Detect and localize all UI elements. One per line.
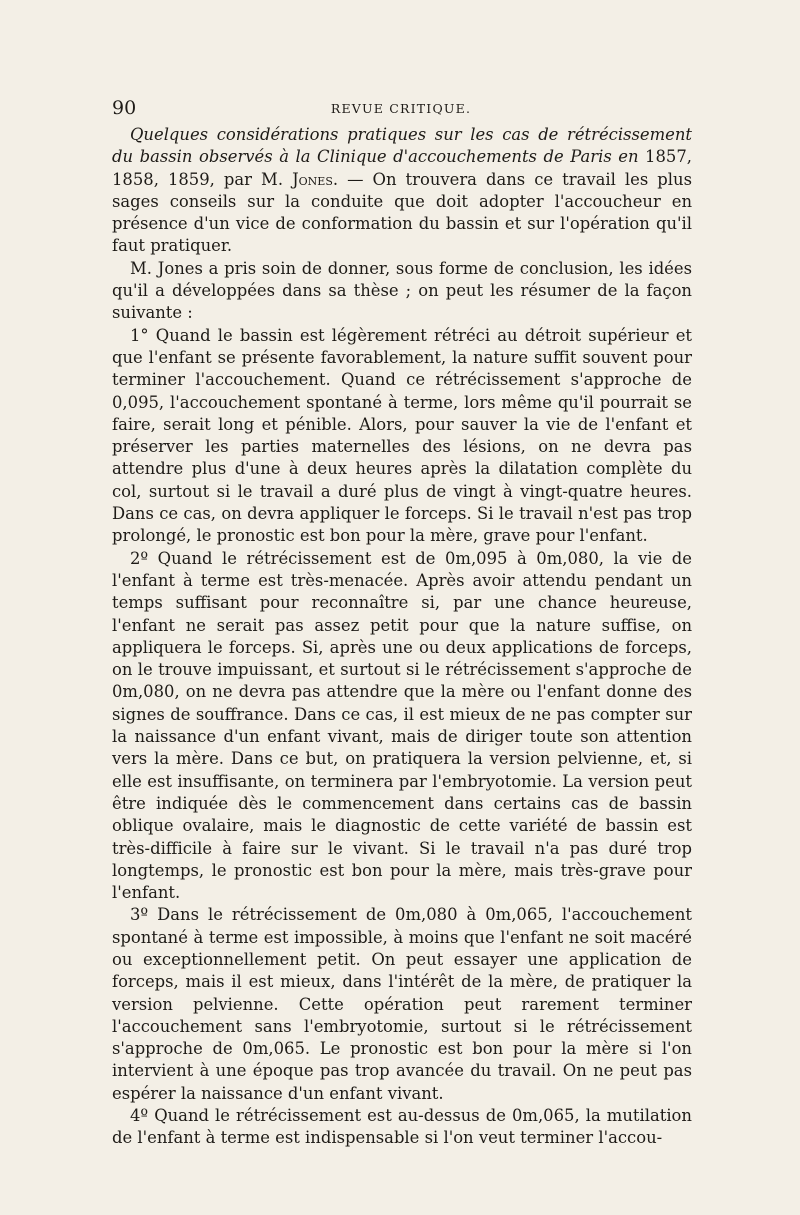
paragraph-point-3: 3º Dans le rétrécissement de 0m,080 à 0m,065, l'accouchement spontané à terme est impossible, à moins que l'enfant ne soit macéré ou exceptionnellement petit. On peut essayer une application de forceps, mais il est mieux, dans l'intérêt de la mère, de pratiquer la version pelvienne. Cette opération peut rarement terminer l'accouchement sans l'embryotomie, surtout si le rétrécissement s'approche de 0m,065. Le pronostic est bon pour la mère si l'on intervient à une époque pas trop avancée du travail. On ne peut pas espérer la naissance d'un enfant vivant. — [112, 905, 692, 1103]
article-intro: — On trouvera dans ce travail les plus sages conseils sur la conduite que doit adopter l'accoucheur en présence d'un vice de conformation du bassin et sur l'opération qu'il faut pratiquer. — [112, 169, 692, 256]
running-head: REVUE CRITIQUE. — [330, 101, 472, 116]
paragraph-point-2: 2º Quand le rétrécissement est de 0m,095 à 0m,080, la vie de l'enfant à terme est très-menacée. Après avoir attendu pendant un temps suffisant pour reconnaître si, par une chance heureuse, l'enfant ne serait pas assez petit pour que la nature suffise, on appliquera le forceps. Si, après une ou deux applications de forceps, on le trouve impuissant, et surtout si le rétrécissement s'approche de 0m,080, on ne devra pas attendre que la mère ou l'enfant donne des signes de souffrance. Dans ce cas, il est mieux de ne pas compter sur la naissance d'un enfant vivant, mais de diriger toute son attention vers la mère. Dans ce but, on pratiquera la version pelvienne, et, si elle est insuffisante, on terminera par l'embryotomie. La version peut être indiquée dès le commencement dans certains cas de bassin oblique ovalaire, mais le diagnostic de cette variété de bassin est très-difficile à faire sur le vivant. Si le travail n'a pas duré trop longtemps, le pronostic est bon pour la mère, mais très-grave pour l'enfant. — [112, 548, 692, 903]
article-body — [112, 124, 692, 1150]
article-author: M. Jones. — [261, 169, 339, 189]
article-years: 1857, 1858, 1859, par — [112, 147, 692, 189]
paragraph-point-1: 1° Quand le bassin est légèrement rétréci au détroit supérieur et que l'enfant se présente favorablement, la nature suffit souvent pour terminer l'accouchement. Quand ce rétrécissement s'approche de 0,095, l'accouchement spontané à terme, lors même qu'il pourrait se faire, serait long et pénible. Alors, pour sauver la vie de l'enfant et préserver les parties maternelles des lésions, on ne devra pas attendre plus d'une à deux heures après la dilatation complète du col, surtout si le travail a duré plus de vingt à vingt-quatre heures. Dans ce cas, on devra appliquer le forceps. Si le travail n'est pas trop prolongé, le pronostic est bon pour la mère, grave pour l'enfant. — [112, 325, 692, 546]
paragraph-point-4: 4º Quand le rétrécissement est au-dessus de 0m,065, la mutilation de l'enfant à terme est indispensable si l'on veut terminer l'accou- — [112, 1106, 692, 1148]
article-title: Quelques considérations pratiques sur les cas de rétrécissement du bassin observés à la Clinique d'accouchements de Paris en — [112, 125, 692, 167]
paragraph-summary: M. Jones a pris soin de donner, sous forme de conclusion, les idées qu'il a développées dans sa thèse ; on peut les résumer de la façon suivante : — [112, 258, 692, 323]
page-header — [112, 97, 690, 123]
page-number: 90 — [112, 97, 137, 119]
article-intro-paragraph — [112, 124, 692, 258]
